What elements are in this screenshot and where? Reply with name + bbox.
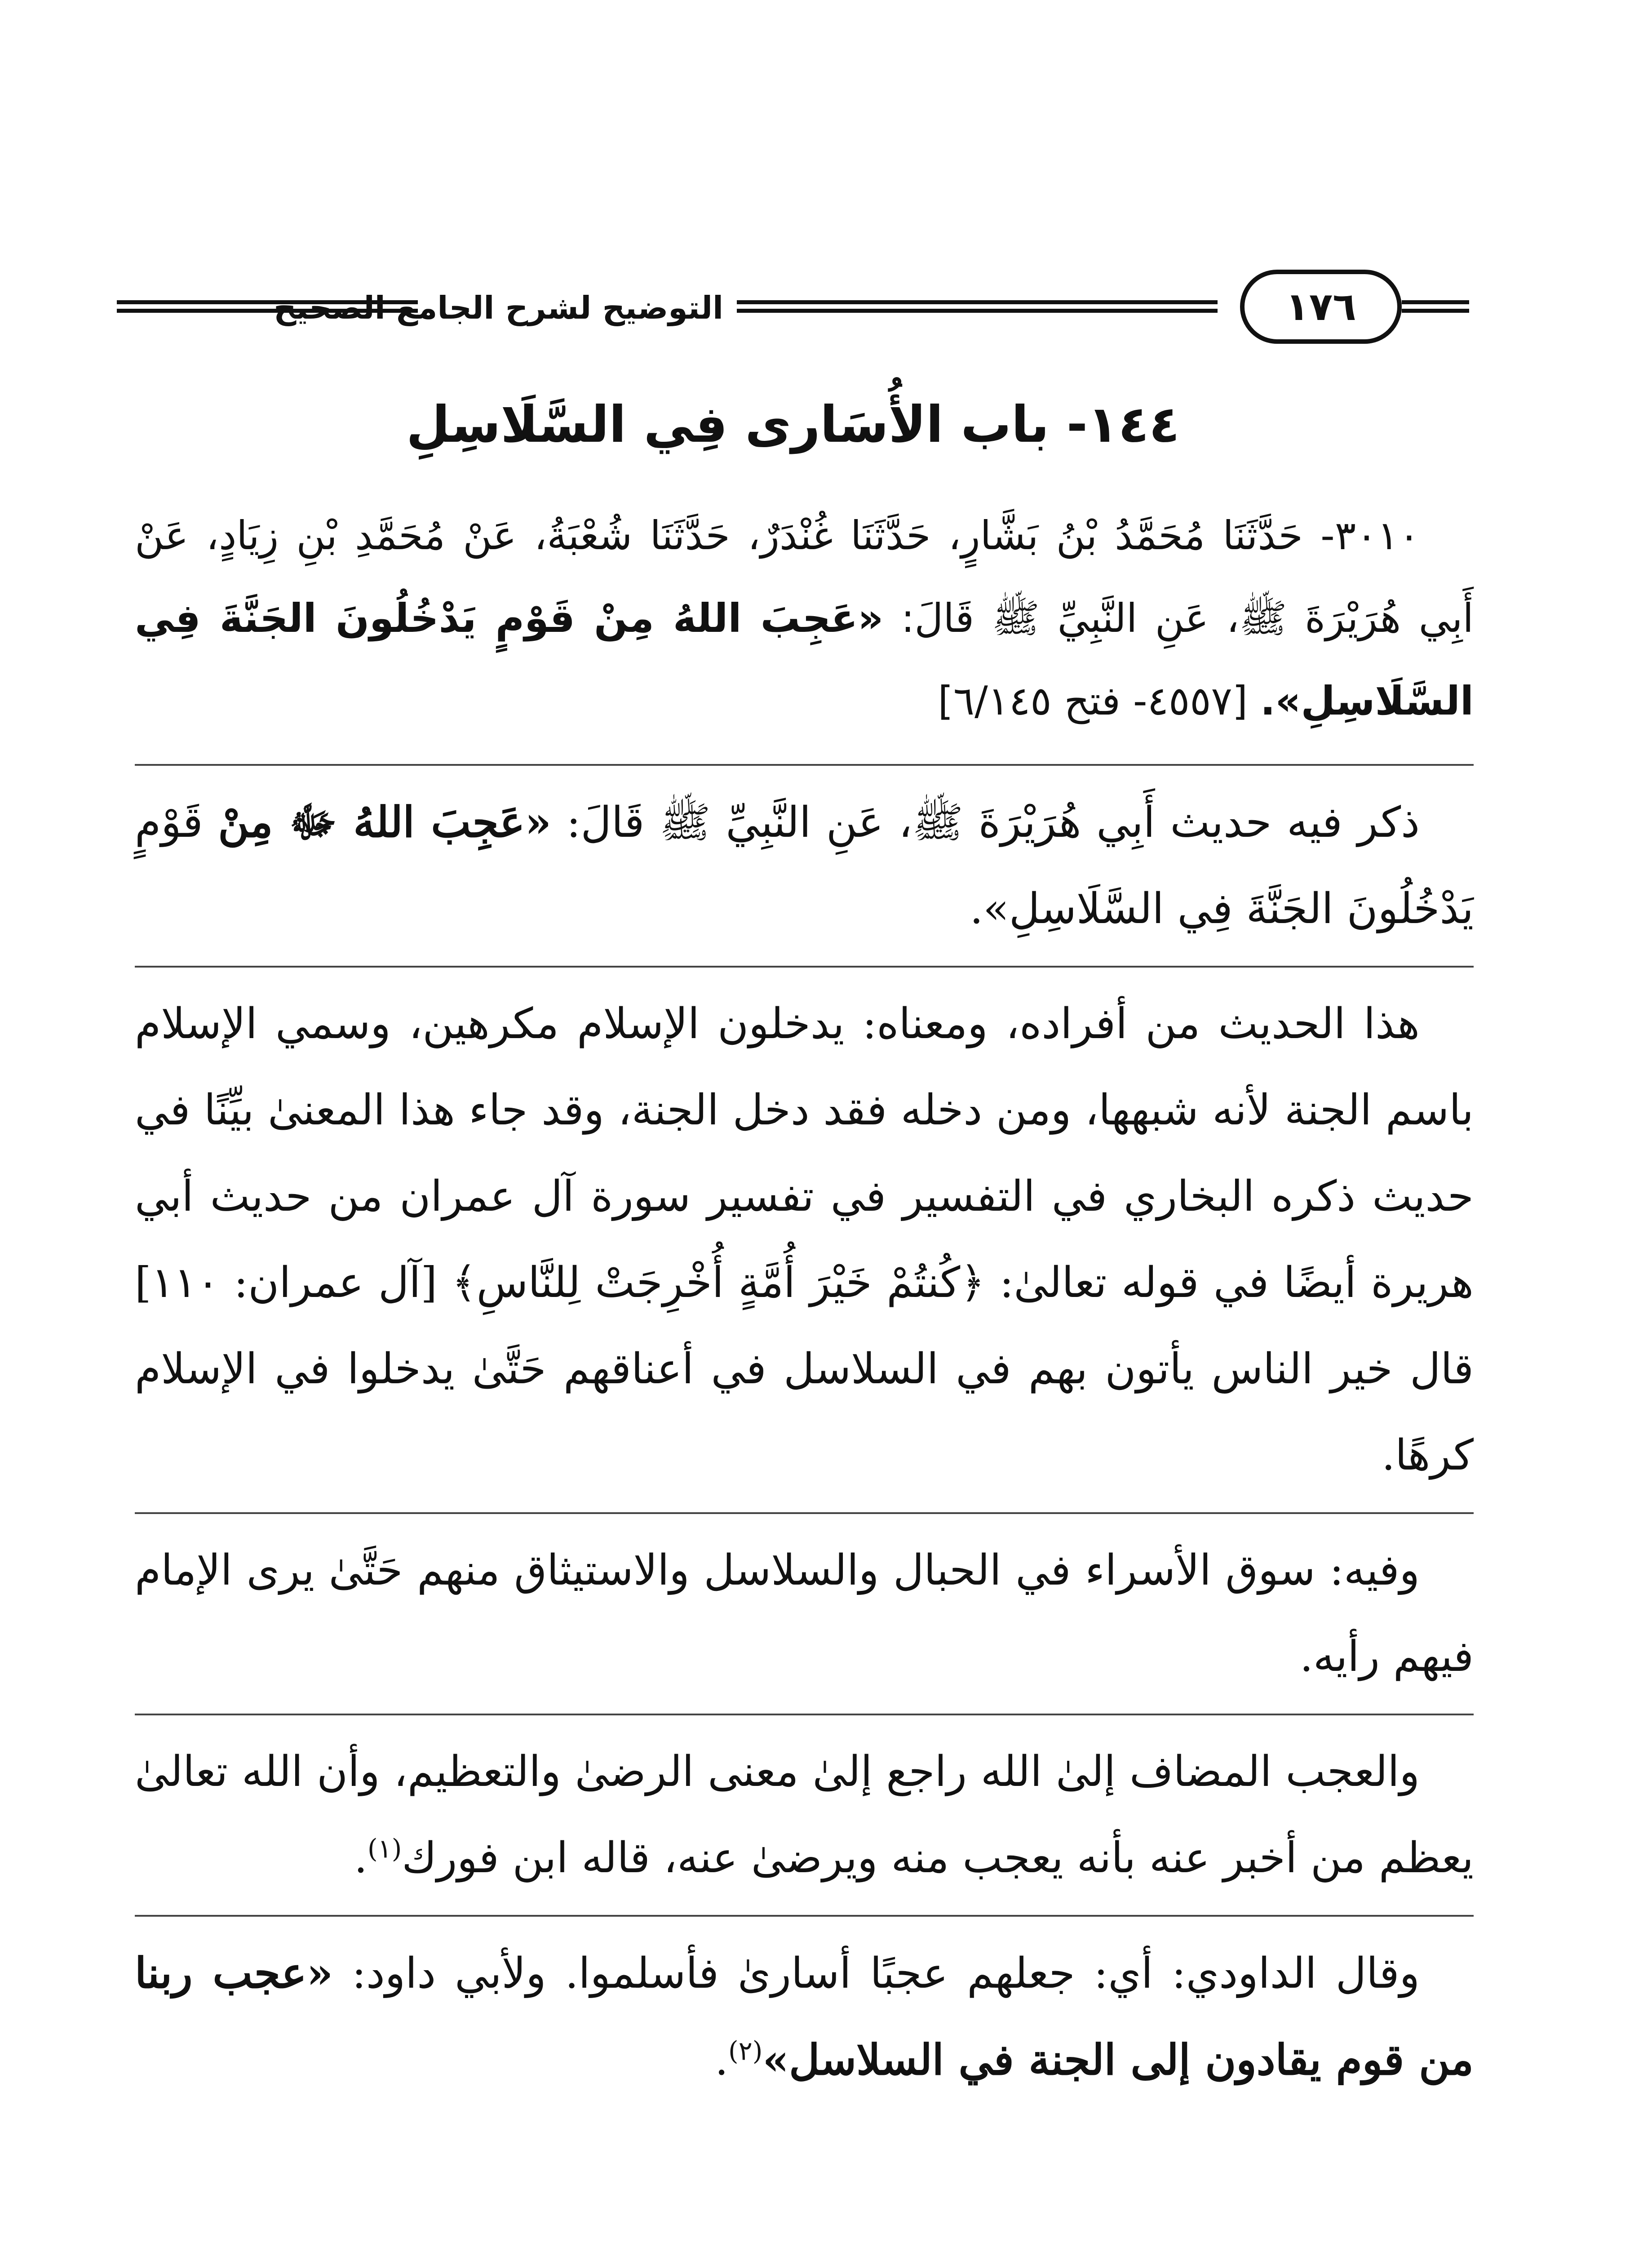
quoted-hadith: «عَجِبَ اللهُ ﷻ مِنْ xyxy=(218,798,552,847)
header-rule-middle xyxy=(737,300,1218,313)
commentary-paragraph: هذا الحديث من أفراده، ومعناه: يدخلون الإسلام مكرهين، وسمي الإسلام باسم الجنة لأنه شبهها، ومن دخله فقد دخل الجنة، وقد جاء هذا المعنىٰ بيِّنًا في حديث ذكره البخاري في التفسير في تفسير سورة آل عمران من حديث أبي هريرة أيضًا في قوله تعالىٰ: ﴿كُنتُمْ خَيْرَ أُمَّةٍ أُخْرِجَتْ لِلنَّاسِ﴾ [آل عمران: ١١٠] قال خير الناس يأتون بهم في السلاسل في أعناقهم حَتَّىٰ يدخلوا في الإسلام كرهًا. xyxy=(135,999,1474,1480)
paragraph-text: وقال الداودي: أي: جعلهم عجبًا أسارىٰ فأسلموا. ولأبي داود: xyxy=(333,1949,1420,1998)
paragraph-divider xyxy=(135,1714,1474,1715)
commentary-paragraph: وفيه: سوق الأسراء في الحبال والسلاسل والاستيثاق منهم حَتَّىٰ يرى الإمام فيهم رأيه. xyxy=(135,1546,1474,1681)
paragraph-divider xyxy=(135,1915,1474,1917)
hadith-reference: [٤٥٥٧- فتح ٦/١٤٥] xyxy=(938,678,1261,724)
footnote-ref-2[interactable]: (٢) xyxy=(728,2035,763,2066)
page-number: ١٧٦ xyxy=(1240,270,1402,344)
paragraph-text: ذكر فيه حديث أَبِي هُرَيْرَةَ ﷺ، عَنِ النَّبِيِّ ﷺ قَالَ: xyxy=(551,798,1420,847)
running-header xyxy=(117,252,1469,360)
quoted-hadith: «عجب ربنا من قوم يقادون إلى الجنة في السلاسل» xyxy=(135,1949,1474,2085)
running-title: التوضيح لشرح الجامع الصحيح xyxy=(274,289,723,326)
header-rule-right xyxy=(1402,300,1469,313)
paragraph-text: . xyxy=(715,2036,728,2085)
commentary-paragraph xyxy=(135,1930,1474,2104)
footnote-ref-1[interactable]: (١) xyxy=(367,1833,402,1864)
paragraph-divider xyxy=(135,1512,1474,1514)
chapter-heading: ١٤٤- باب الأُسَارى فِي السَّلَاسِلِ xyxy=(406,395,1180,454)
commentary-paragraph xyxy=(135,779,1474,952)
commentary-paragraph xyxy=(135,1729,1474,1901)
paragraph-text: والعجب المضاف إلىٰ الله راجع إلىٰ معنى الرضىٰ والتعظيم، وأن الله تعالىٰ يعظم من أخبر عنه بأنه يعجب منه ويرضىٰ عنه، قاله ابن فورك xyxy=(135,1747,1474,1883)
hadith-text xyxy=(135,494,1474,742)
hadith-isnad: ٣٠١٠- حَدَّثَنَا مُحَمَّدُ بْنُ بَشَّارٍ، حَدَّثَنَا غُنْدَرٌ، حَدَّثَنَا شُعْبَةُ، عَنْ مُحَمَّدِ بْنِ زِيَادٍ، عَنْ أَبِي هُرَيْرَةَ ﷺ، عَنِ النَّبِيِّ ﷺ قَالَ: xyxy=(135,512,1474,641)
paragraph-divider xyxy=(135,764,1474,766)
paragraph-text: قَوْمٍ يَدْخُلُونَ الجَنَّةَ فِي السَّلَاسِلِ». xyxy=(135,798,1474,933)
hadith-matn: «عَجِبَ اللهُ مِنْ قَوْمٍ يَدْخُلُونَ الجَنَّةَ فِي السَّلَاسِلِ». xyxy=(135,595,1474,724)
paragraph-text: . xyxy=(354,1834,368,1883)
main-text xyxy=(135,494,1474,2117)
paragraph-divider xyxy=(135,966,1474,968)
